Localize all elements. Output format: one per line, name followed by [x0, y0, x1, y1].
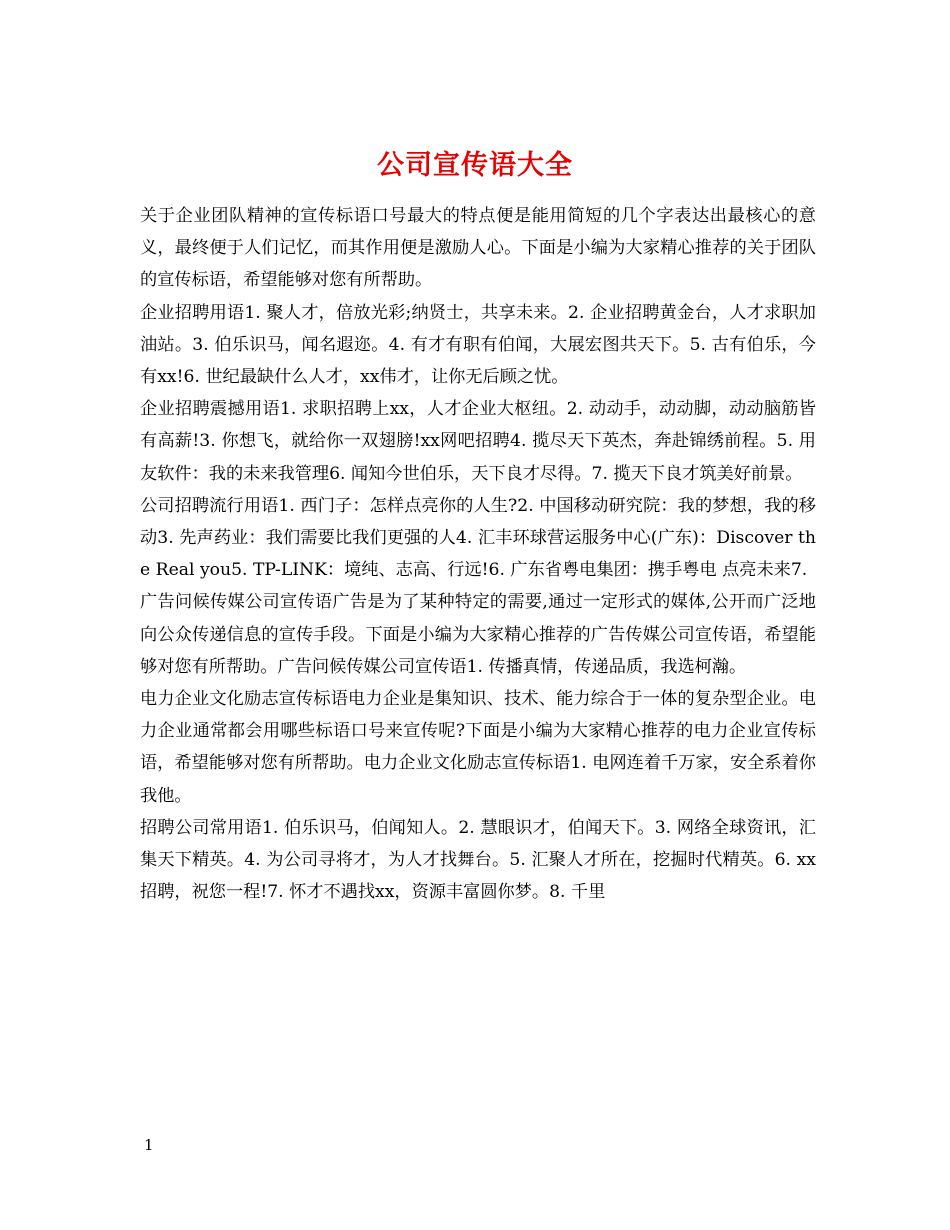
page-number: 1: [144, 1136, 154, 1154]
paragraph-intro: 关于企业团队精神的宣传标语口号最大的特点便是能用简短的几个字表达出最核心的意义，最终便于人们记忆，而其作用便是激励人心。下面是小编为大家精心推荐的关于团队的宣传标语，希望能够对您有所帮助。: [140, 206, 816, 291]
paragraph-media-slogans: 广告问候传媒公司宣传语广告是为了某种特定的需要,通过一定形式的媒体,公开而广泛地向公众传递信息的宣传手段。下面是小编为大家精心推荐的广告传媒公司宣传语，希望能够对您有所帮助。广告问候传媒公司宣传语1. 传播真情，传递品质，我选柯瀚。: [140, 592, 816, 677]
paragraph-common-phrases: 招聘公司常用语1. 伯乐识马，伯闻知人。2. 慧眼识才，伯闻天下。3. 网络全球资讯，汇集天下精英。4. 为公司寻将才，为人才找舞台。5. 汇聚人才所在，挖掘时代精英。6. xx招聘，祝您一程!7. 怀才不遇找xx，资源丰富圆你梦。8. 千里: [140, 817, 816, 903]
paragraph-recruitment-impact: 企业招聘震撼用语1. 求职招聘上xx，人才企业大枢纽。2. 动动手，动动脚，动动脑筋皆有高薪!3. 你想飞，就给你一双翅膀!xx网吧招聘4. 揽尽天下英杰，奔赴锦绣前程。5. 用友软件：我的未来我管理6. 闻知今世伯乐，天下良才尽得。7. 揽天下良才筑美好前景。: [140, 399, 816, 484]
paragraph-recruitment-phrases: 企业招聘用语1. 聚人才，倍放光彩;纳贤士，共享未来。2. 企业招聘黄金台，人才求职加油站。3. 伯乐识马，闻名遐迩。4. 有才有职有伯闻，大展宏图共天下。5. 古有伯乐，今有xx!6. 世纪最缺什么人才，xx伟才，让你无后顾之忧。: [140, 302, 816, 388]
paragraph-popular-phrases: 公司招聘流行用语1. 西门子：怎样点亮你的人生?2. 中国移动研究院：我的梦想，我的移动3. 先声药业：我们需要比我们更强的人4. 汇丰环球营运服务中心(广东)：Discover the Real you5. TP-LINK：境纯、志高、行远!6. 广东省粤电集团：携手粤电 点亮未来7.: [140, 495, 816, 581]
document-body: [140, 200, 816, 908]
document-title: 公司宣传语大全: [377, 150, 573, 182]
paragraph-power-slogans: 电力企业文化励志宣传标语电力企业是集知识、技术、能力综合于一体的复杂型企业。电力企业通常都会用哪些标语口号来宣传呢?下面是小编为大家精心推荐的电力企业宣传标语，希望能够对您有所帮助。电力企业文化励志宣传标语1. 电网连着千万家，安全系着你我他。: [140, 689, 816, 806]
